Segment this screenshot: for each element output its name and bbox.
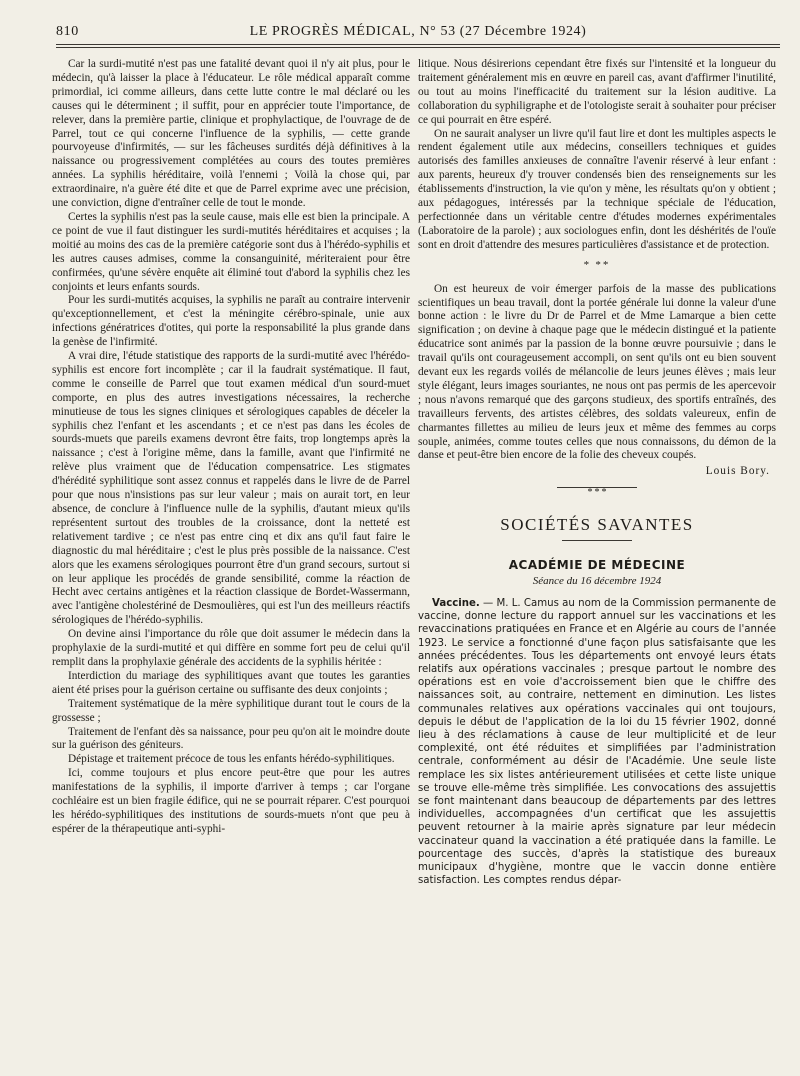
paragraph: Certes la syphilis n'est pas la seule cause, mais elle est bien la principale. A ce point de vue il faut distinguer les surdi-mutités héréditaires et acquises ; la moitié au moins des cas de la première catégorie sont dus à l'hérédo-syphilis et les autres causes admises, comme la consanguinité, mériteraient pour être confirmées, qu'une sévère enquête ait éliminé tout d'abord la syphilis chez les conjoints et leurs enfants sourds. bbox=[52, 210, 410, 293]
report-text: — M. L. Camus au nom de la Commission permanente de vaccine, donne lecture du rapport annuel sur les vaccinations et les revaccinations pratiquées en France et en Algérie au cours de l'année 1923. Le service a fonctionné d'une façon plus satisfaisante que les années précédentes. Tous les départements ont envoyé leurs états relatifs aux opérations vaccinales ; presque partout le nombre des opérations est en voie d'accroissement bien que le chiffre des naissances soit, au contraire, nettement en diminution. Les listes communales relatives aux opérations vaccinales qui ont toujours, depuis le début de l'application de la loi du 15 février 1902, donné lieu à des réclamations à cause de leur multiplicité et de leur complexité, ont été réduites et simplifiées par l'administration centrale, conformément au désir de l'Académie. Une seule liste remplace les six listes antérieurement utilisées et cette liste unique se trouve elle-même très simplifiée. Les convocations des assujettis se font maintenant dans beaucoup de départements par des lettres individuelles, accompagnées d'un certificat que les assujettis peuvent retourner à la mairie après signature par leur médecin vaccinateur quand la vaccination a été pratiquée dans la famille. Le pourcentage des succès, d'après la statistique des bureaux municipaux d'hygiène, montre que le vaccin donne entière satisfaction. Les comptes rendus dépar- bbox=[418, 598, 776, 887]
left-column bbox=[52, 58, 410, 837]
section-separator: * * * bbox=[557, 487, 637, 498]
paragraph: On ne saurait analyser un livre qu'il faut lire et dont les multiples aspects le rendent également utile aux médecins, conseillers techniques et guides autorisés des familles anxieuses de connaître l'avenir réservé à leur enfant : aux parents, heureux d'y trouver condensés bien des renseignements sur les établissements d'instruction, la vie qu'on y mène, les résultats qu'on y obtient ; aux pédagogues, intéressés par la technique spéciale de l'éducation, perfectionnée dans un véritable centre d'études modernes expérimentales (Laboratoire de la parole) ; aux sociologues enfin, dont les déshérités de l'ouïe sont en droit d'attendre des mesures particulières d'assistance et de protection. bbox=[418, 127, 776, 251]
section-title: SOCIÉTÉS SAVANTES bbox=[418, 518, 776, 541]
report-body bbox=[418, 597, 776, 887]
paragraph: Dépistage et traitement précoce de tous les enfants hérédo-syphilitiques. bbox=[68, 753, 395, 766]
paragraph: Pour les surdi-mutités acquises, la syphilis ne paraît au contraire intervenir qu'exceptionnellement, et c'est la méningite cérébro-spinale, unie aux infections génératrices d'otites, qui porte la responsabilité la plus grande dans la genèse de l'infirmité. bbox=[52, 294, 410, 349]
report-paragraph bbox=[418, 597, 776, 887]
asterism: * ** bbox=[583, 258, 611, 271]
paragraph: Interdiction du mariage des syphilitiques avant que toutes les garanties aient été prises pour la guérison certaine ou suffisante des deux conjoints ; bbox=[52, 669, 410, 696]
author-signature: Louis Bory. bbox=[705, 465, 770, 478]
paragraph: Ici, comme toujours et plus encore peut-être que pour les autres manifestations de la syphilis, il importe d'arriver à temps ; car l'organe cochléaire est un bien fragile édifice, qui ne se pourrait réparer. C'est pourquoi les hérédo-syphilitiques des institutions de sourds-muets n'ont que peu à espérer de la thérapeutique anti-syphi- bbox=[52, 767, 410, 835]
paragraph: Traitement de l'enfant dès sa naissance, pour peu qu'on ait le moindre doute sur la guérison des géniteurs. bbox=[52, 725, 410, 752]
paragraph: Car la surdi-mutité n'est pas une fatalité devant quoi il n'y ait plus, pour le médecin, qu'à laisser la place à l'éducateur. Le rôle médical apparaît comme primordial, ici comme ailleurs, dans cette lutte contre le mal déclaré ou les causes qui le déterminent ; il suffit, pour en apprécier toute l'importance, de relever, dans la première partie, clinique et prophylactique, de l'ouvrage de de Parrel, tout ce qui concerne l'influence de la syphilis, — cette grande pourvoyeuse d'infirmités, — sur les fâcheuses surdités déjà définitives à la naissance ou progressivement complétées au cours des toutes premières années. La syphilis héréditaire, voilà l'ennemi ; Voilà la chose qui, par extraordinaire, n'a guère été dite et que de Parrel exprime avec une précision, une conviction, digne d'entraîner celle de tout le monde. bbox=[52, 58, 410, 210]
session-date: Séance du 16 décembre 1924 bbox=[532, 575, 662, 588]
header-rule-bottom bbox=[56, 47, 780, 48]
paragraph: On est heureux de voir émerger parfois de la masse des publications scientifiques un beau travail, dont la portée générale lui donne la valeur d'une bonne action : le livre du Dr de Parrel et de Mme Lamarque a bien cette signification ; on devine à chaque page que le médecin distingué et la patiente éducatrice sont animés par la passion de la bonne œuvre poursuivie ; dans le travail qu'ils ont courageusement accompli, on sent qu'ils ont eu bien souvent devant eux les regards voilés de mélancolie de leurs jeunes élèves ; mais leur style élégant, leurs images souriantes, ne nous ont pas permis de les apercevoir ; nous n'avons remarqué que des garçons studieux, des sportifs entraînés, des travailleurs fervents, des artistes célèbres, des soldats valeureux, enfin de charmantes fillettes au milieu de leurs jeux et même des femmes au corps souple, animées, comme toutes celles que nous connaissons, du démon de la danse et peut-être bien encore de la folie des cheveux coupés. bbox=[418, 282, 776, 462]
page-number: 810 bbox=[56, 24, 79, 39]
header-rule-top bbox=[56, 44, 780, 45]
paragraph: Traitement systématique de la mère syphilitique durant tout le cours de la grossesse ; bbox=[52, 697, 410, 724]
paragraph: On devine ainsi l'importance du rôle que doit assumer le médecin dans la prophylaxie de la surdi-mutité et qui diffère en somme fort peu de celui qu'il remplit dans la prophylaxie générale des accidents de la syphilis héritée : bbox=[52, 628, 410, 668]
paragraph: A vrai dire, l'étude statistique des rapports de la surdi-mutité avec l'hérédo-syphilis est encore fort incomplète ; car il la faudrait systématique. Il faut, comme le conseille de Parrel que tout examen médical d'un sourd-muet comporte, en plus des autres investigations nécessaires, la recherche minutieuse de tous les signes cliniques et sérologiques capables de déceler la syphilis chez l'enfant et les ascendants ; et ce n'est pas dans les écoles de sourds-muets que pareils examens devront être faits, trop longtemps après la naissance ; c'est à l'origine même, dans la famille, avant que l'infirmité ne relève plus vraiment que de l'éducation compensatrice. Les stigmates d'hérédité syphilitique sont assez connus et rappelés dans le livre de de Parrel pour que nous n'insistions pas sur leur valeur ; mais on aurait tort, en leur absence, de conclure à l'influence nulle de la syphilis, d'autant mieux qu'ils représentent surtout des troubles de la croissance, dont la netteté est relativement tardive ; ce n'est pas entre cinq et dix ans qu'il faut faire le diagnostic du mal héréditaire ; c'est le plus près possible de la naissance. C'est alors que les examens sérologiques pourront être d'un grand secours, surtout si on leur applique les procédés de grande sensibilité, comme la réaction de Hecht avec certains antigènes et la réaction classique de Bordet-Wassermann, avec l'antigène cholestériné de Desmoulières, qui est l'un des meilleurs réactifs sérologiques de l'hérédo-syphilis. bbox=[52, 350, 410, 627]
journal-title: LE PROGRÈS MÉDICAL, N° 53 (27 Décembre 1924) bbox=[249, 24, 587, 39]
report-lead: Vaccine. bbox=[432, 598, 480, 609]
paragraph: litique. Nous désirerions cependant être fixés sur l'intensité et la longueur du traitement généralement mis en œuvre en pareil cas, avant d'affirmer l'inutilité, ou tout au moins l'inefficacité du traitement sur la lésion auditive. La collaboration du syphiligraphe et de l'otologiste serait à souhaiter pour préciser ce qui pourrait en être espéré. bbox=[418, 58, 776, 126]
society-heading: ACADÉMIE DE MÉDECINE bbox=[508, 558, 686, 573]
right-column bbox=[418, 58, 776, 887]
